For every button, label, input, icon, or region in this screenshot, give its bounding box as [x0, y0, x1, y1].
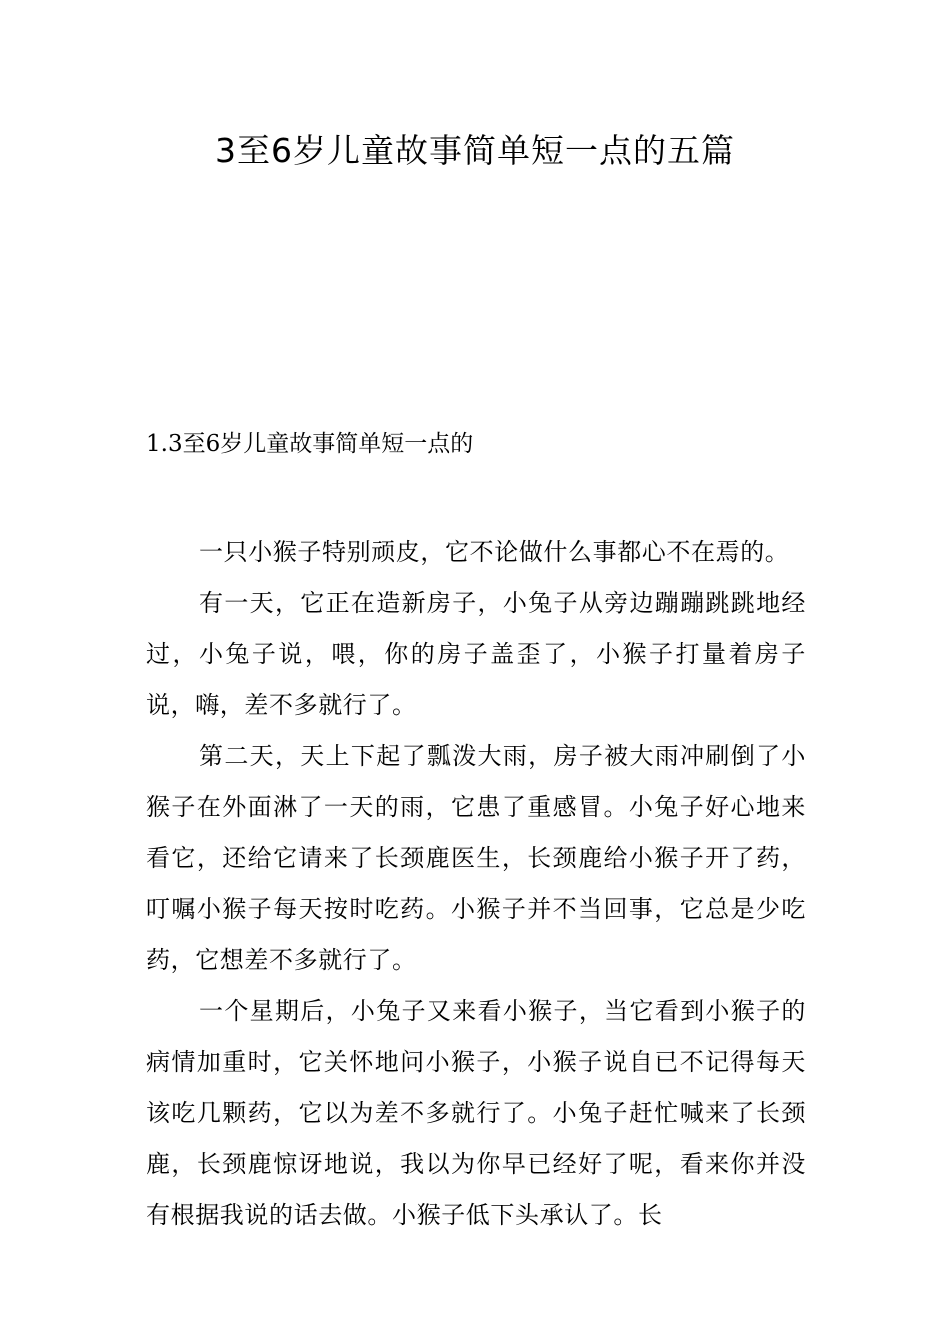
story-paragraph: 一个星期后，小兔子又来看小猴子，当它看到小猴子的病情加重时，它关怀地问小猴子，小猴子说自已不记得每天该吃几颗药，它以为差不多就行了。小兔子赶忙喊来了长颈鹿，长颈鹿惊讶地说，我以为你早已经好了呢，看来你并没有根据我说的话去做。小猴子低下头承认了。长 [146, 997, 806, 1229]
story-paragraph: 第二天，天上下起了瓢泼大雨，房子被大雨冲刷倒了小猴子在外面淋了一天的雨，它患了重感冒。小兔子好心地来看它，还给它请来了长颈鹿医生，长颈鹿给小猴子开了药，叮嘱小猴子每天按时吃药。小猴子并不当回事，它总是少吃药，它想差不多就行了。 [146, 742, 806, 974]
story-body [146, 527, 806, 1241]
story-paragraph: 一只小猴子特别顽皮，它不论做什么事都心不在焉的。 [199, 538, 790, 566]
story-paragraph: 有一天，它正在造新房子，小兔子从旁边蹦蹦跳跳地经过，小兔子说，喂，你的房子盖歪了，小猴子打量着房子说，嗨，差不多就行了。 [146, 589, 806, 719]
section-heading: 1.3至6岁儿童故事简单短一点的 [146, 431, 474, 457]
document-title: 3至6岁儿童故事简单短一点的五篇 [215, 131, 735, 170]
